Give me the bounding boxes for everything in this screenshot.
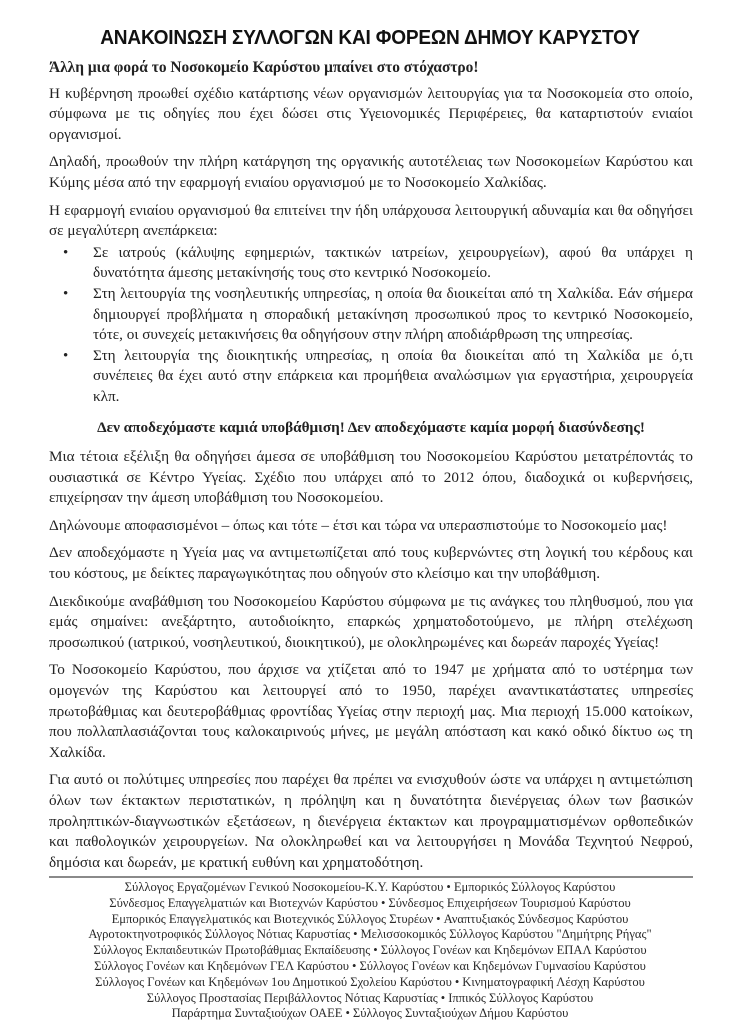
slogan-heading: Δεν αποδεχόμαστε καμιά υποβάθμιση! Δεν αποδεχόμαστε καμία μορφή διασύνδεσης! <box>97 418 645 436</box>
separator-icon: • <box>440 990 446 1005</box>
signatory: Εμπορικός Επαγγελματικός και Βιοτεχνικός Σύλλογος Στυρέων <box>111 911 434 926</box>
signatory: Κινηματογραφική Λέσχη Καρύστου <box>462 974 645 989</box>
signatory: Σύλλογος Γονέων και Κηδεμόνων ΕΠΑΛ Καρύστου <box>380 943 647 958</box>
paragraph: Δηλαδή, προωθούν την πλήρη κατάργηση της οργανικής αυτοτέλειας των Νοσοκομείων Καρύστου και Κύμης μέσα από την εφαρμογή ενιαίου οργανισμού με το Νοσοκομείο Χαλκίδας. <box>49 153 693 191</box>
signatory-line <box>40 912 700 928</box>
paragraph: Μια τέτοια εξέλιξη θα οδηγήσει άμεσα σε υποβάθμιση του Νοσοκομείου Καρύστου μετατρέποντάς το ουσιαστικά σε Κέντρο Υγείας. Σχέδιο που υπάρχει από το 2012 όπου, διαδοχικά οι κυβερνήσεις, επιχείρησαν την άμεση υποβάθμιση του Νοσοκομείου. <box>49 448 693 507</box>
bullet-item <box>63 346 693 408</box>
signatory: Εμπορικός Σύλλογος Καρύστου <box>453 880 616 894</box>
paragraph: Δηλώνουμε αποφασισμένοι – όπως και τότε – έτσι και τώρα να υπερασπιστούμε το Νοσοκομείο μας! <box>49 516 668 534</box>
signatory-line <box>40 1006 700 1022</box>
signatory: Σύλλογος Προστασίας Περιβάλλοντος Νότιας Καρυστίας <box>146 990 438 1005</box>
signatory-line <box>40 927 700 943</box>
bullet-text: Σε ιατρούς (κάλυψης εφημεριών, τακτικών ιατρείων, χειρουργείων), αφού θα υπάρχει η δυνατότητα άμεσης μετακίνησής τους στο κεντρικό Νοσοκομείο. <box>93 243 693 282</box>
signatory: Σύλλογος Γονέων και Κηδεμόνων Γυμνασίου Καρύστου <box>359 958 646 973</box>
paragraph: Το Νοσοκομείο Καρύστου, που άρχισε να χτίζεται από το 1947 με χρήματα από το υστέρημα των ομογενών της Καρύστου και λειτουργεί από το 1950, παρέχει αναντικατάστατες υπηρεσίες πρωτοβάθμιας και δευτεροβάθμιας φροντίδας Υγείας στην περιοχή μας. Μια περιοχή 15.000 κατοίκων, που πολλαπλασιάζονται τους καλοκαιρινούς μήνες, με μεγάλη απόσταση και κακό οδικό δίκτυο ως τη Χαλκίδα. <box>49 661 693 761</box>
separator-icon: • <box>436 911 441 926</box>
bullet-icon: • <box>63 347 69 364</box>
signatory: Σύλλογος Εργαζομένων Γενικού Νοσοκομείου-Κ.Υ. Καρύστου <box>124 880 444 894</box>
signatory: Μελισσοκομικός Σύλλογος Καρύστου "Δημήτρης Ρήγας" <box>360 927 652 942</box>
signatory-line <box>40 975 700 991</box>
bullet-text: Στη λειτουργία της νοσηλευτικής υπηρεσίας, η οποία θα διοικείται από τη Χαλκίδα. Εάν σήμερα δημιουργεί προβλήματα η σποραδική μετακίνηση προσωπικού προς το κεντρικό Νοσοκομείο, τότε, οι συνεχείς μετακινήσεις θα οδηγήσουν στην πλήρη αποδιάρθρωση της υπηρεσίας. <box>93 284 693 344</box>
signatory: Σύλλογος Συνταξιούχων Δήμου Καρύστου <box>352 1006 569 1021</box>
bullet-icon: • <box>63 285 69 302</box>
signatory-line <box>40 991 700 1007</box>
bullet-item <box>63 243 693 284</box>
signatory: Αναπτυξιακός Σύνδεσμος Καρύστου <box>443 911 629 926</box>
lead-heading: Άλλη μια φορά το Νοσοκομείο Καρύστου μπαίνει στο στόχαστρο! <box>49 59 479 76</box>
separator-icon: • <box>345 1006 350 1021</box>
paragraph: Για αυτό οι πολύτιμες υπηρεσίες που παρέχει θα πρέπει να ενισχυθούν ώστε να υπάρχει η αντιμετώπιση όλων των έκτακτων περιστατικών, η πρόληψη και η δυνατότητα διενέργειας όλων των βασικών προληπτικών-διαγνωστικών εξετάσεων, η διενέργεια έκτακτων και προγραμματισμένων ορθοπεδικών και παθολογικών χειρουργείων. Να ολοκληρωθεί και να λειτουργήσει η Μονάδα Τεχνητού Νεφρού, δημόσια και δωρεάν, με κρατική ευθύνη και χρηματοδότηση. <box>49 771 693 871</box>
paragraph: Η κυβέρνηση προωθεί σχέδιο κατάρτισης νέων οργανισμών λειτουργίας για τα Νοσοκομεία στο οποίο, σύμφωνα με τις οδηγίες που έχει δώσει στις Υγειονομικές Περιφέρειες, θα καταρτιστούν ενιαίοι οργανισμοί. <box>49 84 693 143</box>
signatory: Αγροτοκτηνοτροφικός Σύλλογος Νότιας Καρυστίας <box>88 927 351 942</box>
signatories-list <box>40 880 700 1022</box>
document-body <box>49 58 693 880</box>
separator-icon: • <box>353 927 358 942</box>
signatory: Σύνδεσμος Επαγγελματιών και Βιοτεχνών Καρύστου <box>109 895 378 910</box>
separator-icon: • <box>454 974 460 989</box>
signatory-line <box>40 880 700 896</box>
paragraph: Η εφαρμογή ενιαίου οργανισμού θα επιτείνει την ήδη υπάρχουσα λειτουργική αδυναμία και θα οδηγήσει σε μεγαλύτερη ανεπάρκεια: <box>49 201 693 240</box>
paragraph: Δεν αποδεχόμαστε η Υγεία μας να αντιμετωπίζεται από τους κυβερνώντες στη λογική του κέρδους και του κόστους, με δείκτες παραγωγικότητας που οδηγούν στο κλείσιμο και την υποβάθμιση. <box>49 544 693 583</box>
signatory-line <box>40 943 700 959</box>
signatory: Σύλλογος Γονέων και Κηδεμόνων 1ου Δημοτικού Σχολείου Καρύστου <box>95 974 452 989</box>
signatory: Σύνδεσμος Επιχειρήσεων Τουρισμού Καρύστου <box>388 895 631 910</box>
signatory-line <box>40 896 700 912</box>
footer-divider <box>49 876 693 878</box>
signatory: Ιππικός Σύλλογος Καρύστου <box>448 990 594 1005</box>
bullet-list <box>49 243 693 408</box>
separator-icon: • <box>352 958 357 973</box>
bullet-item <box>63 284 693 346</box>
separator-icon: • <box>380 895 386 910</box>
signatory: Σύλλογος Εκπαιδευτικών Πρωτοβάθμιας Εκπαίδευσης <box>93 943 371 958</box>
separator-icon: • <box>373 943 378 958</box>
bullet-icon: • <box>63 244 69 261</box>
document-title: ΑΝΑΚΟΙΝΩΣΗ ΣΥΛΛΟΓΩΝ ΚΑΙ ΦΟΡΕΩΝ ΔΗΜΟΥ ΚΑΡΥΣΤΟΥ <box>100 26 640 49</box>
signatory: Παράρτημα Συνταξιούχων ΟΑΕΕ <box>171 1006 343 1021</box>
separator-icon: • <box>446 880 451 894</box>
bullet-text: Στη λειτουργία της διοικητικής υπηρεσίας, η οποία θα διοικείται από τη Χαλκίδα με ό,τι συνέπειες θα έχει αυτό στην επάρκεια και προμήθεια αναλώσιμων για εργαστήρια, χειρουργεία κλπ. <box>93 346 693 405</box>
signatory-line <box>40 959 700 975</box>
paragraph: Διεκδικούμε αναβάθμιση του Νοσοκομείου Καρύστου σύμφωνα με τις ανάγκες του πληθυσμού, που για εμάς σημαίνει: ανεξάρτητο, αυτοδιοίκητο, επαρκώς χρηματοδοτούμενο, με πλήρη στελέχωση προσωπικού (ιατρικού, νοσηλευτικού, διοικητικού), με ολοκληρωμένες και δωρεάν παροχές Υγείας! <box>49 592 693 651</box>
signatory: Σύλλογος Γονέων και Κηδεμόνων ΓΕΛ Καρύστου <box>94 958 350 973</box>
